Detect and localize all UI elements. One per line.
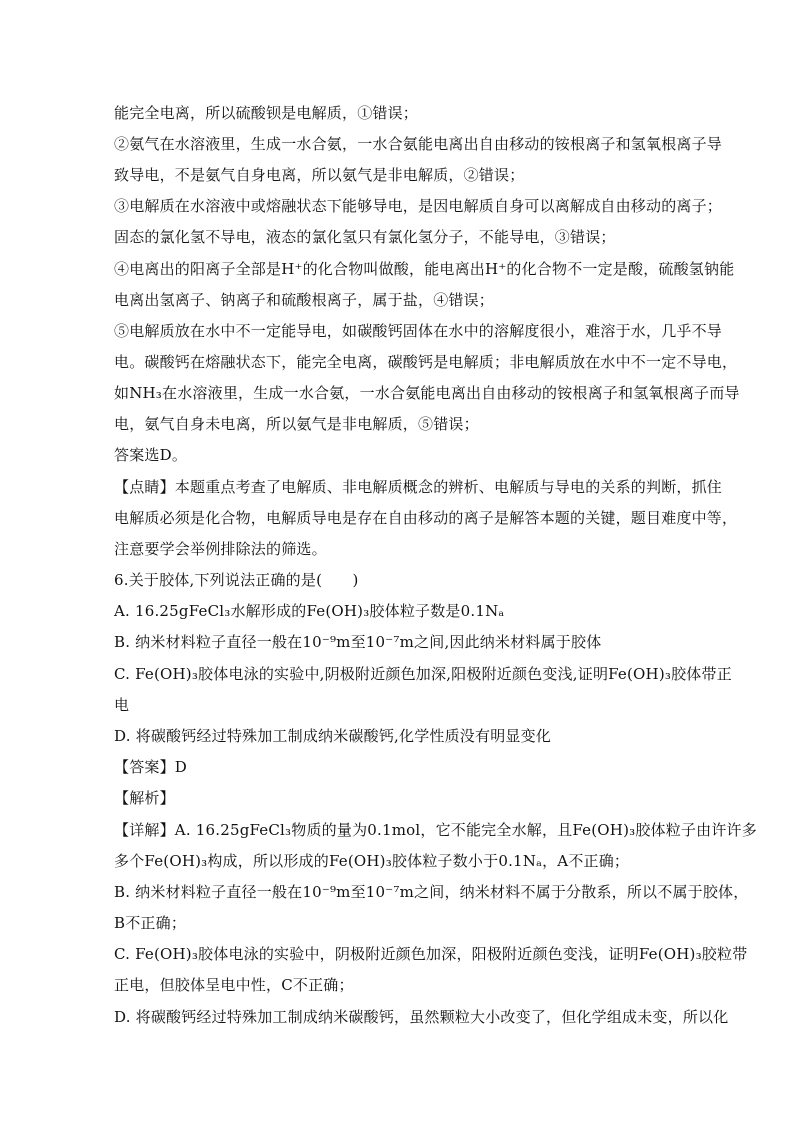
analysis-label: 【解析】 bbox=[114, 789, 175, 807]
text-line: 电解质必须是化合物，电解质导电是存在自由移动的离子是解答本题的关键，题目难度中等， bbox=[114, 509, 738, 527]
text-line: 【详解】A. 16.25gFeCl₃物质的量为0.1mol，它不能完全水解，且Fe(OH)₃胶体粒子由许许多 bbox=[114, 821, 757, 839]
text-line: 电，氨气自身未电离，所以氨气是非电解质，⑤错误； bbox=[114, 415, 479, 433]
text-line: 能完全电离，所以硫酸钡是电解质，①错误； bbox=[114, 104, 419, 122]
text-line: ②氨气在水溶液里，生成一水合氨，一水合氨能电离出自由移动的铵根离子和氢氧根离子导 bbox=[114, 135, 723, 153]
question-title: 6.关于胶体,下列说法正确的是( ) bbox=[114, 571, 359, 589]
text-line: B不正确； bbox=[114, 914, 187, 932]
text-line: ⑤电解质放在水中不一定能导电，如碳酸钙固体在水中的溶解度很小，难溶于水，几乎不导 bbox=[114, 322, 723, 340]
text-line: 【点睛】本题重点考查了电解质、非电解质概念的辨析、电解质与导电的关系的判断，抓住 bbox=[114, 478, 723, 496]
text-line: 致导电，不是氨气自身电离，所以氨气是非电解质，②错误； bbox=[114, 166, 525, 184]
text-line: C. Fe(OH)₃胶体电泳的实验中，阴极附近颜色加深，阳极附近颜色变浅，证明Fe(OH)₃胶粒带 bbox=[114, 945, 748, 963]
text-line: ④电离出的阳离子全部是H⁺的化合物叫做酸，能电离出H⁺的化合物不一定是酸，硫酸氢钠能 bbox=[114, 260, 735, 278]
text-line: 注意要学会举例排除法的筛选。 bbox=[114, 540, 327, 558]
text-line: B. 纳米材料粒子直径一般在10⁻⁹m至10⁻⁷m之间，纳米材料不属于分散系，所以不属于胶体， bbox=[114, 883, 749, 901]
answer-label: 【答案】D bbox=[114, 758, 188, 776]
text-line: 正电，但胶体呈电中性，C不正确； bbox=[114, 976, 354, 994]
text-line: 电离出氢离子、钠离子和硫酸根离子，属于盐，④错误； bbox=[114, 291, 495, 309]
option-c-continuation: 电 bbox=[114, 696, 130, 714]
text-line: 多个Fe(OH)₃构成，所以形成的Fe(OH)₃胶体粒子数小于0.1Nₐ，A不正确； bbox=[114, 852, 630, 870]
option-a: A. 16.25gFeCl₃水解形成的Fe(OH)₃胶体粒子数是0.1Nₐ bbox=[114, 602, 505, 620]
text-line: ③电解质在水溶液中或熔融状态下能够导电，是因电解质自身可以离解成自由移动的离子； bbox=[114, 197, 723, 215]
option-b: B. 纳米材料粒子直径一般在10⁻⁹m至10⁻⁷m之间,因此纳米材料属于胶体 bbox=[114, 633, 602, 651]
text-line: 如NH₃在水溶液里，生成一水合氨，一水合氨能电离出自由移动的铵根离子和氢氧根离子而导 bbox=[114, 384, 740, 402]
text-line: 电。碳酸钙在熔融状态下，能完全电离，碳酸钙是电解质；非电解质放在水中不一定不导电， bbox=[114, 353, 738, 371]
text-line: 答案选D。 bbox=[114, 446, 188, 464]
text-line: 固态的氯化氢不导电，液态的氯化氢只有氯化氢分子，不能导电，③错误； bbox=[114, 228, 616, 246]
text-line: D. 将碳酸钙经过特殊加工制成纳米碳酸钙，虽然颗粒大小改变了，但化学组成未变，所以化 bbox=[114, 1008, 729, 1026]
option-d: D. 将碳酸钙经过特殊加工制成纳米碳酸钙,化学性质没有明显变化 bbox=[114, 727, 551, 745]
option-c: C. Fe(OH)₃胶体电泳的实验中,阴极附近颜色加深,阳极附近颜色变浅,证明Fe(OH)₃胶体带正 bbox=[114, 665, 732, 683]
